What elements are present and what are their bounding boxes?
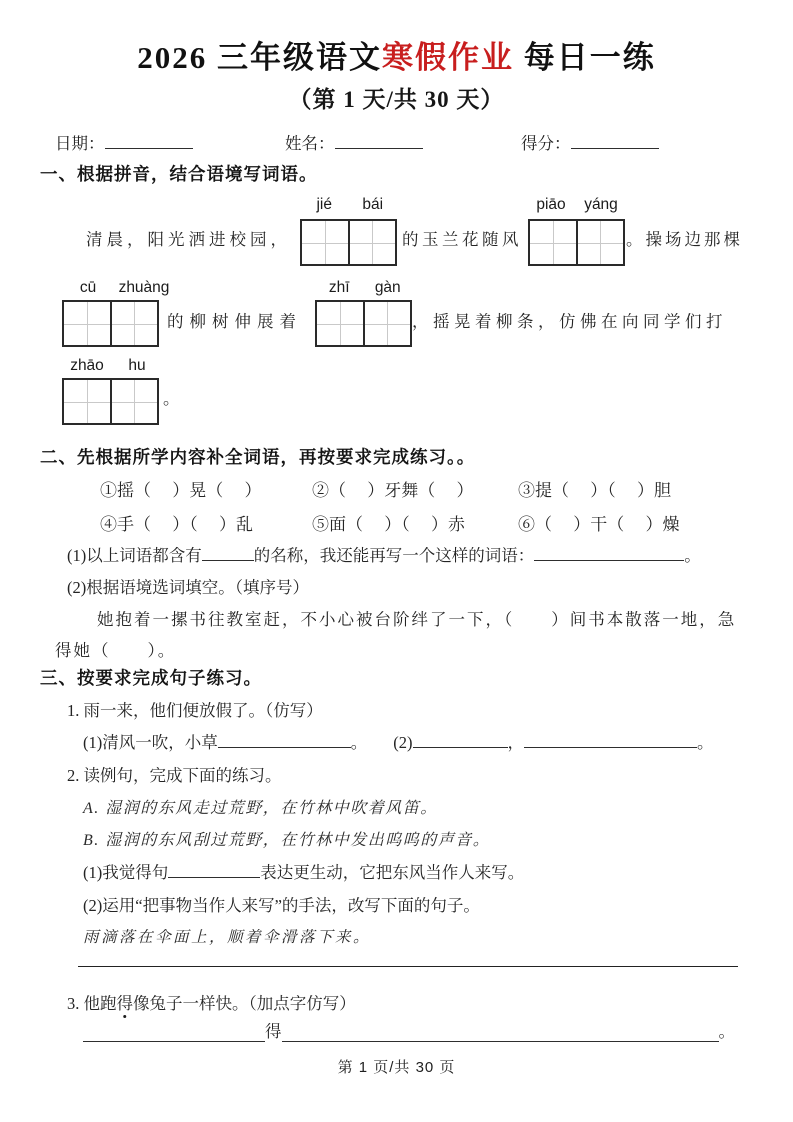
pinyin-zhi-gan <box>315 279 412 297</box>
score-field <box>521 130 659 154</box>
fill-blank <box>83 1021 265 1042</box>
grid-cell <box>363 302 411 345</box>
section3-heading: 三、按要求完成句子练习。 <box>40 668 262 688</box>
name-blank-line <box>335 132 423 149</box>
name-field <box>285 130 423 154</box>
section2-paragraph-line2: 得她（ ）。 <box>55 641 177 660</box>
section3-item2: 2. 读例句，完成下面的练习。 <box>67 766 282 785</box>
word-item-4: ④手（ ）（ ）乱 <box>100 515 253 534</box>
grid-cell <box>110 302 158 345</box>
sentence-run: 清晨，阳光洒进校园， <box>86 230 291 249</box>
answer-given-character: 得 <box>265 1022 282 1041</box>
pinyin-syllable: piāo <box>536 196 566 213</box>
question-text: (2) <box>393 733 413 752</box>
rewrite-sentence: 雨滴落在伞面上，顺着伞滑落下来。 <box>83 929 372 946</box>
section2-paragraph-line1: 她抱着一摞书往教室赶，不小心被台阶绊了一下，（ ）间书本散落一地，急 <box>97 610 737 629</box>
question-text: 表达更生动，它把东风当作人来写。 <box>260 863 525 882</box>
word-item-6: ⑥（ ）干（ ）燥 <box>518 515 680 534</box>
sentence-run: 。 <box>163 389 180 408</box>
fill-blank <box>534 544 684 561</box>
title-part3: 每日一练 <box>514 40 656 75</box>
example-sentence-a: A. 湿润的东风走过荒野，在竹林中吹着风笛。 <box>83 800 438 817</box>
writing-grid-zhaohu <box>62 378 159 425</box>
sentence-run: 。操场边那棵 <box>626 230 743 249</box>
sentence-run: 的柳树伸展着 <box>167 312 302 331</box>
section3-item1-sub <box>83 729 714 753</box>
question-text: (1)清风一吹，小草 <box>83 733 218 752</box>
pinyin-syllable: hu <box>128 357 146 374</box>
question-text: (1)以上词语都含有 <box>67 546 202 565</box>
example-sentence-b: B. 湿润的东风刮过荒野，在竹林中发出呜呜的声音。 <box>83 832 491 849</box>
grid-cell <box>64 380 110 423</box>
pinyin-piao-yang <box>526 196 626 214</box>
pinyin-syllable: zhī <box>328 279 350 296</box>
fill-blank <box>524 731 697 748</box>
page-number: 第 1 页/共 30 页 <box>337 1059 456 1076</box>
word-item-1: ①摇（ ）晃（ ） <box>100 481 262 500</box>
date-field <box>55 130 193 154</box>
grid-cell <box>64 302 110 345</box>
page-subtitle: （第 1 天/共 30 天） <box>288 87 505 112</box>
grid-cell <box>302 221 348 264</box>
pinyin-syllable: zhuàng <box>118 279 170 296</box>
word-item-2: ②（ ）牙舞（ ） <box>312 481 474 500</box>
pinyin-cu-zhuang <box>60 279 172 297</box>
question-text: 。 <box>697 733 714 752</box>
answer-line-divider <box>78 966 738 967</box>
section2-question1 <box>67 542 701 566</box>
section3-item3 <box>67 990 356 1014</box>
pinyin-jie-bai <box>300 196 397 214</box>
section2-heading: 二、先根据所学内容补全词语，再按要求完成练习。。 <box>40 447 476 467</box>
section2-question2: (2)根据语境选词填空。（填序号） <box>67 578 309 597</box>
section3-answer-line <box>83 1018 735 1042</box>
writing-grid-jiebai <box>300 219 397 266</box>
fill-blank <box>282 1021 719 1042</box>
section1-heading: 一、根据拼音，结合语境写词语。 <box>40 164 318 184</box>
grid-cell <box>530 221 576 264</box>
pinyin-syllable: cū <box>79 279 97 296</box>
date-blank-line <box>105 132 193 149</box>
question-text: 像兔子一样快。（加点字仿写） <box>133 994 356 1013</box>
fill-blank <box>413 731 508 748</box>
section3-item2-sub2: (2)运用“把事物当作人来写”的手法，改写下面的句子。 <box>83 896 480 915</box>
fill-blank <box>202 544 254 561</box>
name-label: 姓名： <box>285 134 335 153</box>
score-blank-line <box>571 132 659 149</box>
title-highlight: 寒假作业 <box>382 40 514 75</box>
grid-cell <box>576 221 624 264</box>
fill-blank <box>218 731 351 748</box>
section3-item2-sub1 <box>83 859 524 883</box>
question-text: (1)我觉得句 <box>83 863 169 882</box>
pinyin-syllable: jié <box>316 196 332 213</box>
question-text: 3. 他跑 <box>67 994 117 1013</box>
score-label: 得分： <box>521 134 571 153</box>
sentence-run: 的玉兰花随风 <box>402 230 522 249</box>
pinyin-syllable: bái <box>362 196 384 213</box>
word-item-3: ③提（ ）（ ）胆 <box>518 481 671 500</box>
grid-cell <box>348 221 396 264</box>
section3-item1: 1. 雨一来，他们便放假了。（仿写） <box>67 701 323 720</box>
pinyin-syllable: zhāo <box>70 357 104 374</box>
grid-cell <box>317 302 363 345</box>
page-title <box>0 32 793 77</box>
writing-grid-cuzhuang <box>62 300 159 347</box>
pinyin-zhao-hu <box>62 357 162 375</box>
fill-blank <box>168 861 260 878</box>
question-text: 。 <box>350 733 368 752</box>
pinyin-syllable: gàn <box>374 279 401 296</box>
dotted-character: 得 <box>117 990 134 1014</box>
writing-grid-zhigan <box>315 300 412 347</box>
title-part1: 2026 三年级语文 <box>137 40 382 75</box>
word-item-5: ⑤面（ ）（ ）赤 <box>312 515 465 534</box>
grid-cell <box>110 380 158 423</box>
question-text: ， <box>507 733 524 752</box>
pinyin-syllable: yáng <box>584 196 618 213</box>
question-text: 。 <box>718 1022 735 1041</box>
question-text: 。 <box>684 546 701 565</box>
question-text: 的名称，我还能再写一个这样的词语： <box>253 546 535 565</box>
writing-grid-piaoyang <box>528 219 625 266</box>
date-label: 日期： <box>55 134 105 153</box>
sentence-run: ，摇晃着柳条，仿佛在向同学们打 <box>412 312 727 331</box>
